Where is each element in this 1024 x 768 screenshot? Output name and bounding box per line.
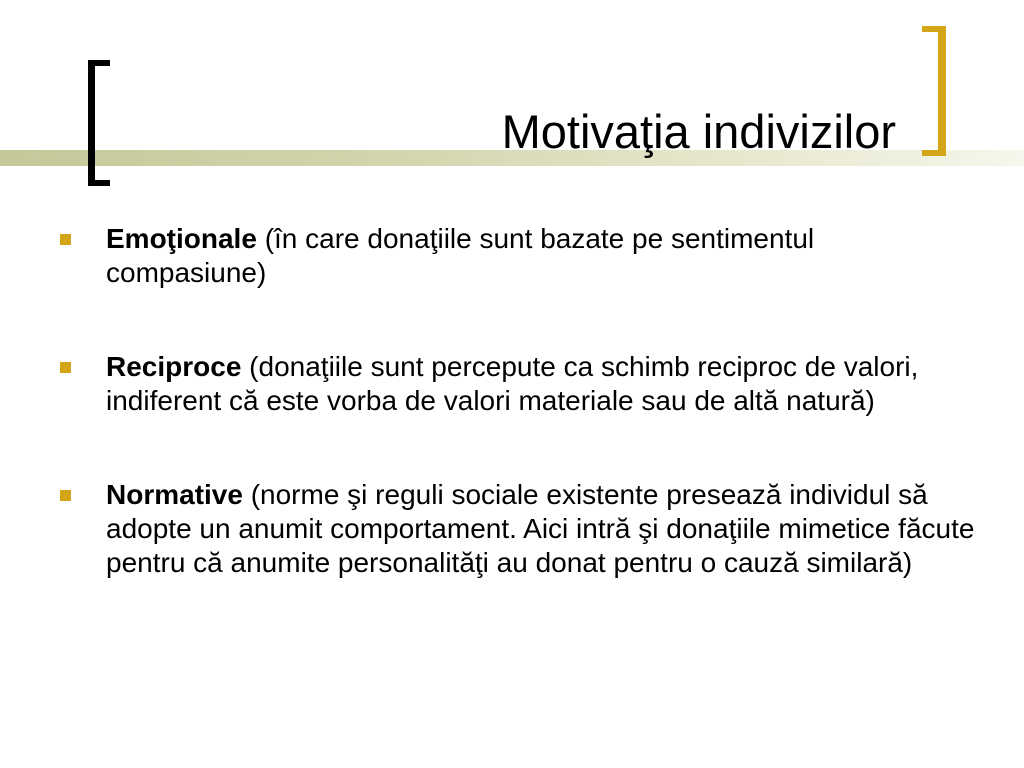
bullet-term: Reciproce: [106, 351, 242, 382]
bullet-term: Emoţionale: [106, 223, 257, 254]
left-bracket-decoration: [88, 60, 110, 186]
bullet-item-reciproce: [56, 350, 976, 418]
square-bullet-icon: [60, 490, 71, 501]
bullet-text: (în care donaţiile sunt bazate pe sentimentul compasiune): [106, 223, 815, 288]
bullet-text: (donaţiile sunt percepute ca schimb reciproc de valori, indiferent că este vorba de valori materiale sau de altă natură): [106, 351, 919, 416]
slide-title: Motivaţia indivizilor: [501, 105, 896, 158]
bullet-term: Normative: [106, 479, 243, 510]
bullet-item-normative: [56, 478, 976, 580]
bullet-item-emotionale: [56, 222, 976, 290]
square-bullet-icon: [60, 234, 71, 245]
right-bracket-decoration: [922, 26, 946, 156]
square-bullet-icon: [60, 362, 71, 373]
bullet-list: [56, 222, 976, 580]
bullet-text: (norme şi reguli sociale existente presează individul să adopte un anumit comportament. Aici intră şi donaţiile mimetice făcute pentru că anumite personalităţi au donat pentru o cauză similară): [106, 479, 975, 578]
